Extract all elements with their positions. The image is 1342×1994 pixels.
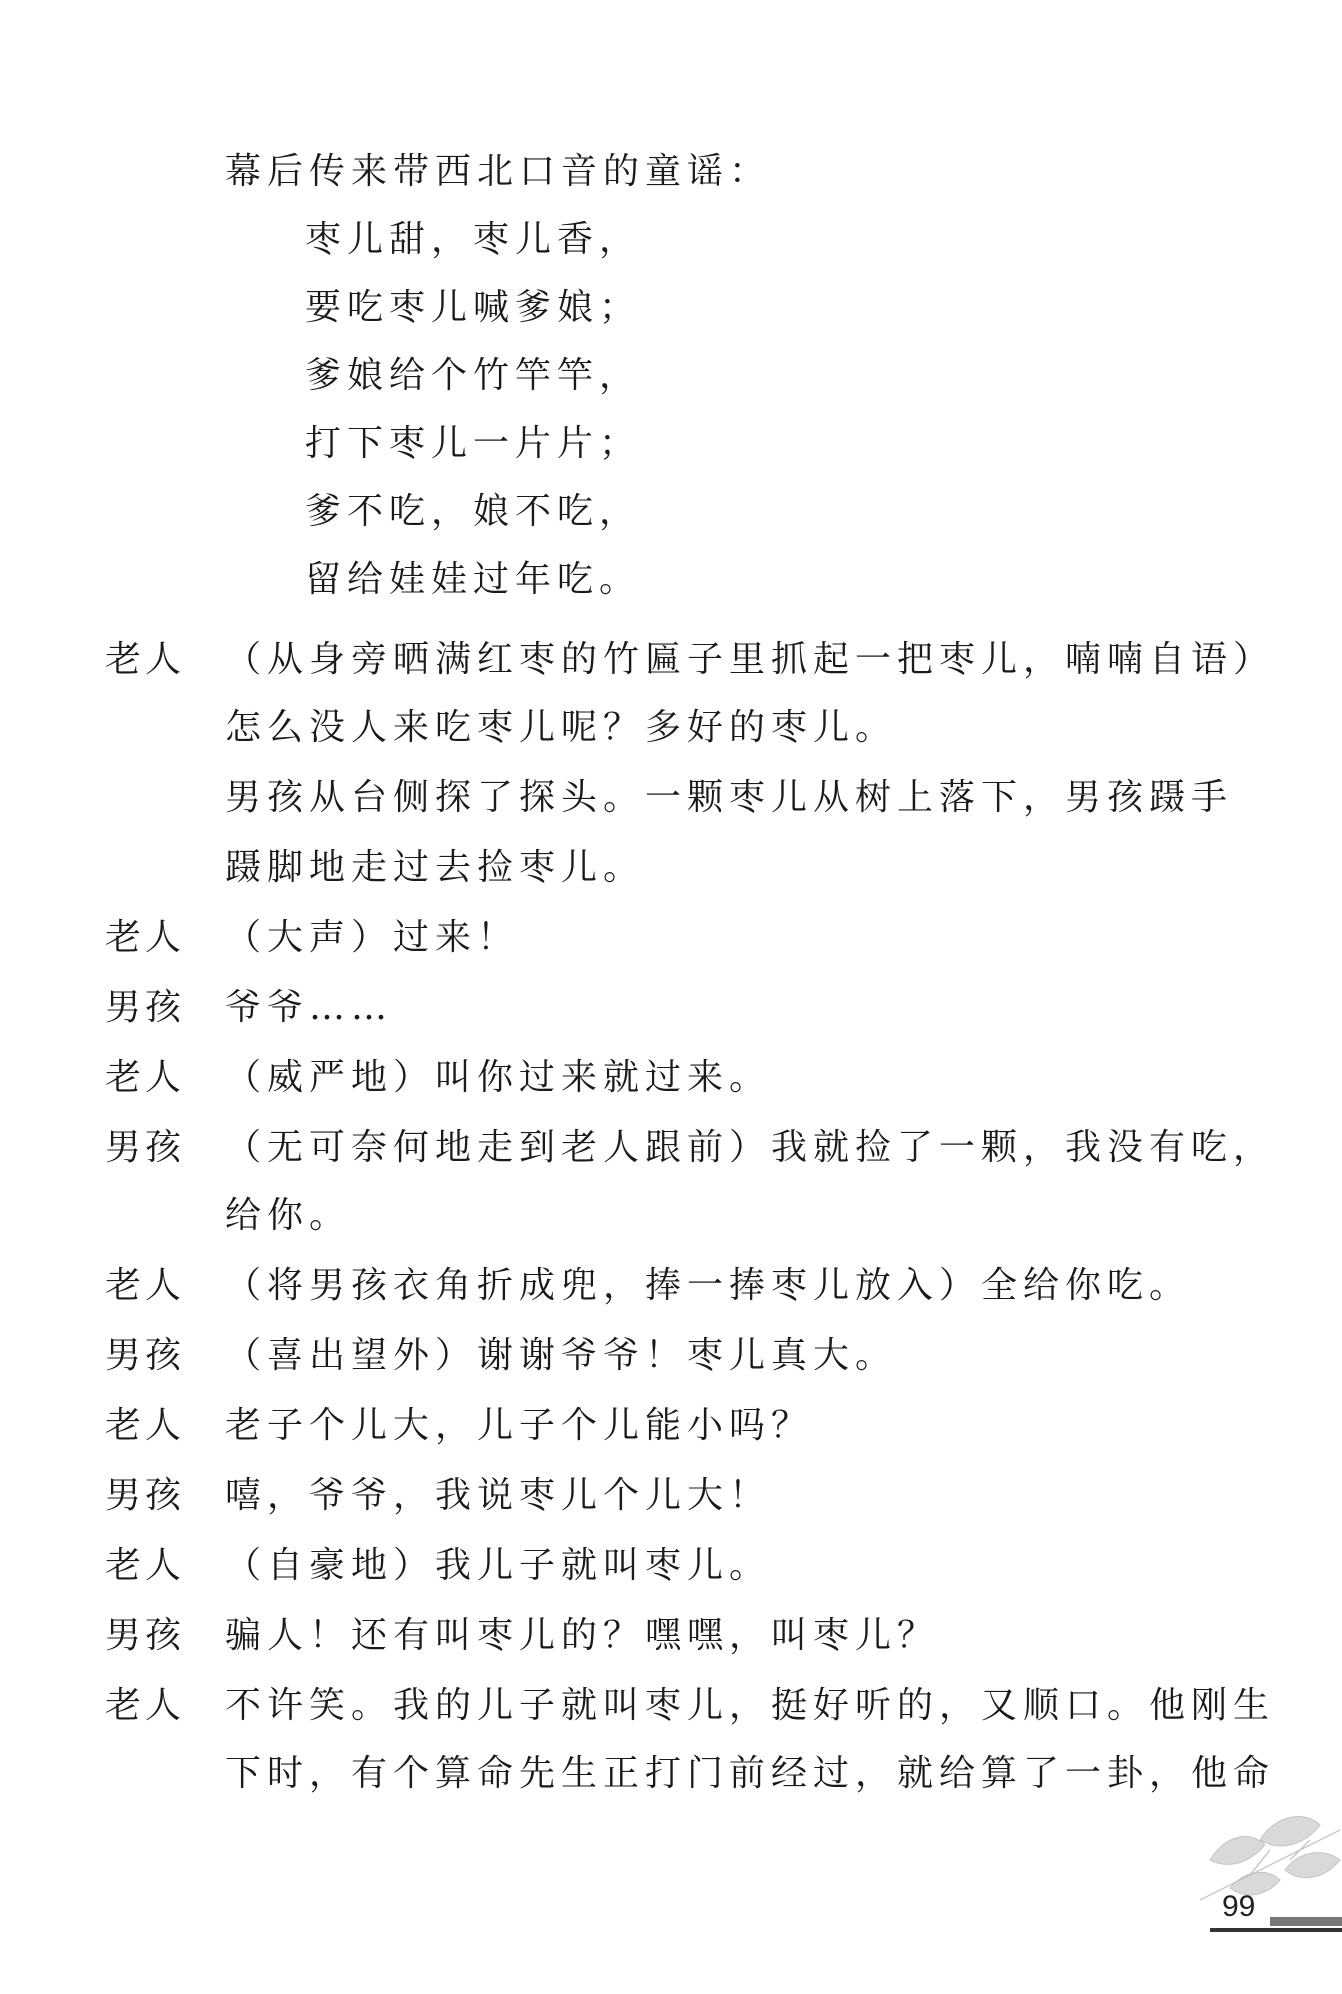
speaker-name: 老人 bbox=[105, 1265, 186, 1306]
speaker-name: 老人 bbox=[105, 1405, 186, 1446]
page-number-bar bbox=[1270, 1917, 1342, 1926]
speaker-name: 男孩 bbox=[105, 1475, 186, 1516]
dialogue-line: （大声）过来！ bbox=[225, 917, 520, 958]
dialogue-line: （自豪地）我儿子就叫枣儿。 bbox=[225, 1545, 772, 1586]
speaker-name: 老人 bbox=[105, 639, 186, 680]
page-number: 99 bbox=[1222, 1890, 1256, 1923]
dialogue-line: （将男孩衣角折成兜，捧一捧枣儿放入）全给你吃。 bbox=[225, 1265, 1192, 1306]
speaker-name: 老人 bbox=[105, 917, 186, 958]
dialogue-line: （无可奈何地走到老人跟前）我就捡了一颗，我没有吃， bbox=[225, 1127, 1276, 1168]
dialogue-line: 嘻，爷爷，我说枣儿个儿大！ bbox=[225, 1475, 772, 1516]
dialogue-line: 骗人！还有叫枣儿的？嘿嘿，叫枣儿？ bbox=[225, 1615, 940, 1656]
verse-line-2: 要吃枣儿喊爹娘； bbox=[305, 287, 642, 328]
speaker-name: 男孩 bbox=[105, 1615, 186, 1656]
verse-line-5: 爹不吃，娘不吃， bbox=[305, 491, 642, 532]
dialogue-line: 爷爷…… bbox=[225, 987, 394, 1028]
dialogue-line: 下时，有个算命先生正打门前经过，就给算了一卦，他命 bbox=[225, 1753, 1276, 1794]
dialogue-line: （从身旁晒满红枣的竹匾子里抓起一把枣儿，喃喃自语） bbox=[225, 639, 1276, 680]
verse-line-1: 枣儿甜，枣儿香， bbox=[305, 219, 642, 260]
speaker-name: 男孩 bbox=[105, 1127, 186, 1168]
stage-direction: 蹑脚地走过去捡枣儿。 bbox=[225, 847, 646, 888]
speaker-name: 老人 bbox=[105, 1057, 186, 1098]
verse-line-4: 打下枣儿一片片； bbox=[305, 423, 642, 464]
leaf-decoration-icon bbox=[1190, 1800, 1342, 1910]
page-footer-rule bbox=[1210, 1928, 1342, 1932]
dialogue-line: （威严地）叫你过来就过来。 bbox=[225, 1057, 772, 1098]
dialogue-line: 不许笑。我的儿子就叫枣儿，挺好听的，又顺口。他刚生 bbox=[225, 1685, 1276, 1726]
speaker-name: 老人 bbox=[105, 1545, 186, 1586]
verse-line-3: 爹娘给个竹竿竿， bbox=[305, 355, 642, 396]
dialogue-line: 怎么没人来吃枣儿呢？多好的枣儿。 bbox=[225, 707, 898, 748]
stage-direction: 男孩从台侧探了探头。一颗枣儿从树上落下，男孩蹑手 bbox=[225, 777, 1234, 818]
verse-line-6: 留给娃娃过年吃。 bbox=[305, 559, 642, 600]
stage-direction-intro: 幕后传来带西北口音的童谣： bbox=[225, 151, 772, 192]
dialogue-line: （喜出望外）谢谢爷爷！枣儿真大。 bbox=[225, 1335, 898, 1376]
speaker-name: 老人 bbox=[105, 1685, 186, 1726]
speaker-name: 男孩 bbox=[105, 1335, 186, 1376]
dialogue-line: 给你。 bbox=[225, 1195, 352, 1236]
dialogue-line: 老子个儿大，儿子个儿能小吗？ bbox=[225, 1405, 814, 1446]
speaker-name: 男孩 bbox=[105, 987, 186, 1028]
